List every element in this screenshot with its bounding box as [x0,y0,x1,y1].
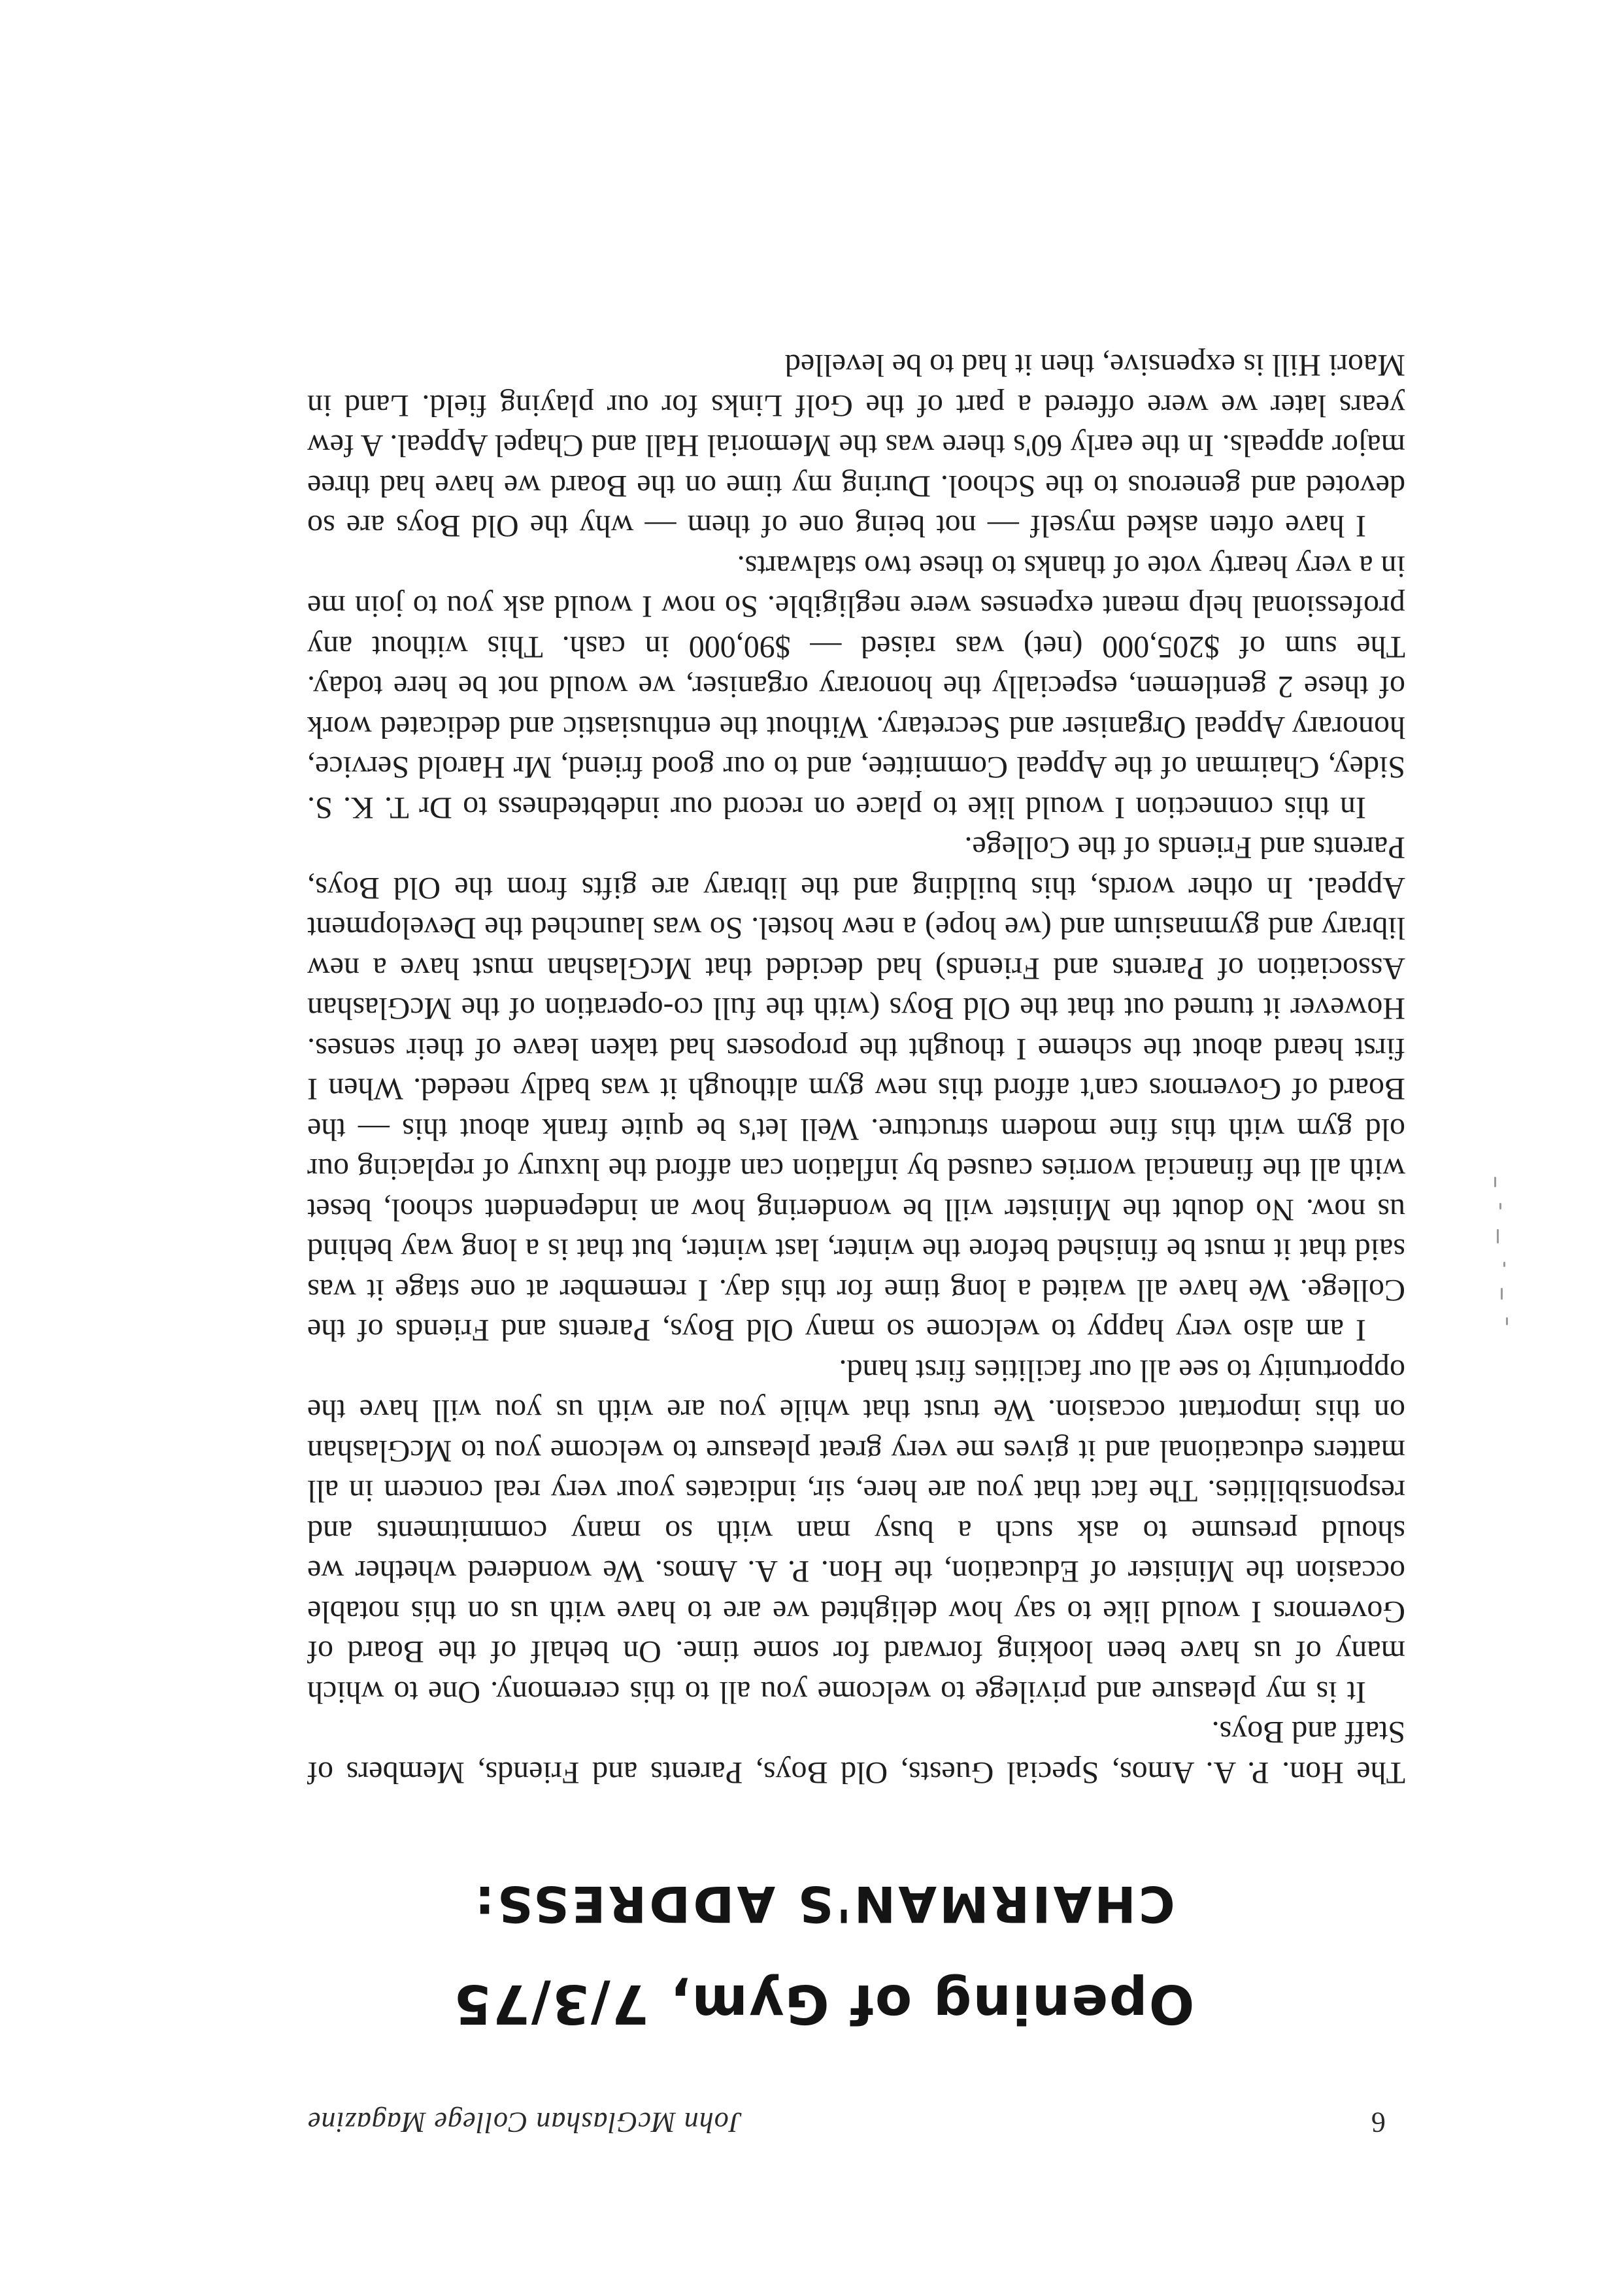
article-subtitle: CHAIRMAN'S ADDRESS: [472,1875,1175,1933]
magazine-title: John McGlashan College Magazine [307,2106,743,2138]
article-body [307,345,1405,1793]
body-paragraph: In this connection I would like to place on record our indebtedness to Dr T. K. S. Sidey, Chairman of the Appeal Committee, and to our good friend, Mr Harold Service, honorary Appeal Organiser and Secretary. Without the enthusiastic and dedicated work of these 2 gentlemen, especially the honorary organiser, we would not be here today. The sum of $205,000 (net) was raised — $90,000 in cash. This without any professional help meant expenses were negligible. So now I would ask you to join me in a very hearty vote of thanks to these two stalwarts. [307,549,1405,825]
body-paragraph: It is my pleasure and privilege to welcome you all to this ceremony. One to which many of us have been looking forward for some time. On behalf of the Board of Governors I would like to say how delighted we are to have with us on this notable occasion the Minister of Education, the Hon. P. A. Amos. We wondered whether we should presume to ask such a busy man with so many commitments and responsibilities. The fact that you are here, sir, indicates your very real concern in all matters educational and it gives me very great pleasure to welcome you to McGlashan on this important occasion. We trust that while you are with us you will have the opportunity to see all our facilities first hand. [307,1353,1405,1710]
scan-specks [1490,1177,1516,1347]
body-paragraph: I am also very happy to welcome so many Old Boys, Parents and Friends of the College. We have all waited a long time for this day. I remember at one stage it was said that it must be finished before the winter, last winter, but that is a long way behind us now. No doubt the Minister will be wondering how an independent school, beset with all the financial worries caused by inflation can afford the luxury of replacing our old gym with this fine modern structure. Well let's be quite frank about this — the Board of Governors can't afford this new gym although it was badly needed. When I first heard about the scheme I thought the proposers had taken leave of their senses. However it turned out that the Old Boys (with the full co-operation of the McGlashan Association of Parents and Friends) had decided that McGlashan must have a new library and gymnasium and (we hope) a new hostel. So was launched the Development Appeal. In other words, this building and the library are gifts from the Old Boys, Parents and Friends of the College. [307,830,1405,1348]
salutation-paragraph: The Hon. P. A. Amos, Special Guests, Old Boys, Parents and Friends, Members of Staff and Boys. [307,1715,1405,1790]
page-number: 6 [1371,2106,1386,2138]
running-head [307,2100,1386,2139]
body-paragraph: I have often asked myself — not being one of them — why the Old Boys are so devoted and generous to the School. During my time on the Board we have had three major appeals. In the early 60's there was the Memorial Hall and Chapel Appeal. A few years later we were offered a part of the Golf Links for our playing field. Land in Maori Hill is expensive, then it had to be levelled [307,348,1405,544]
article-title: Opening of Gym, 7/3/75 [452,1972,1195,2034]
